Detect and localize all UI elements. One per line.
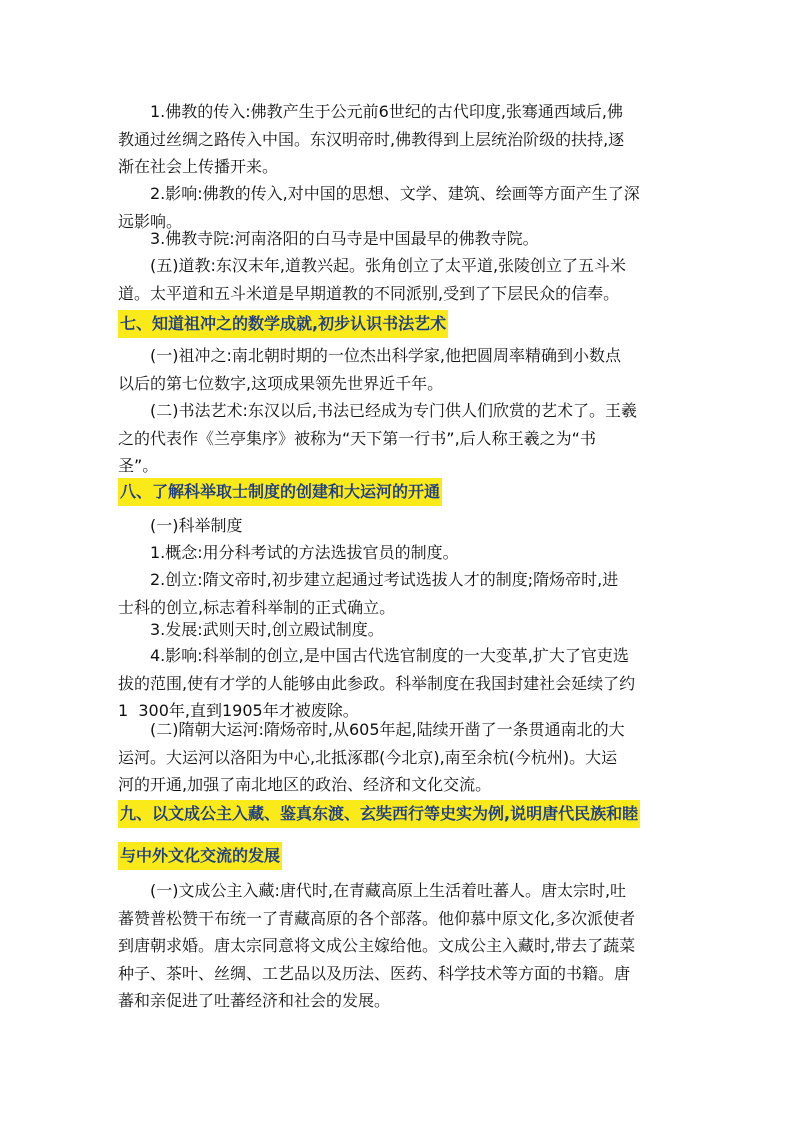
paragraph-grand-canal <box>118 716 663 799</box>
text-line: 1 300年,直到1905年才被废除。 <box>118 701 359 720</box>
text-line: 士科的创立,标志着科举制的正式确立。 <box>118 597 396 617</box>
text-line: 2.影响:佛教的传入,对中国的思想、文学、建筑、绘画等方面产生了深 <box>150 184 640 203</box>
text-line: 拔的范围,使有才学的人能够由此参政。科举制度在我国封建社会延续了约 <box>118 673 636 693</box>
paragraph-exam-development <box>118 616 663 644</box>
text-line: 蕃和亲促进了吐蕃经济和社会的发展。 <box>118 991 391 1010</box>
text-line: (五)道教:东汉末年,道教兴起。张角创立了太平道,张陵创立了五斗米 <box>150 256 627 275</box>
text-line: 蕃赞普松赞干布统一了青藏高原的各个部落。他仰慕中原文化,多次派使者 <box>118 908 636 928</box>
text-line: (一)科举制度 <box>150 516 243 535</box>
text-line: 教通过丝绸之路传入中国。东汉明帝时,佛教得到上层统治阶级的扶持,逐 <box>118 129 625 149</box>
paragraph-buddhism-spread <box>118 98 663 181</box>
text-line: 3.佛教寺院:河南洛阳的白马寺是中国最早的佛教寺院。 <box>150 229 539 248</box>
text-line: (二)隋朝大运河:隋炀帝时,从605年起,陆续开凿了一条贯通南北的大 <box>150 720 625 739</box>
text-line: 4.影响:科举制的创立,是中国古代选官制度的一大变革,扩大了官吏选 <box>150 646 629 665</box>
text-line: (一)文成公主入藏:唐代时,在青藏高原上生活着吐蕃人。唐太宗时,吐 <box>150 881 627 900</box>
text-line: 之的代表作《兰亭集序》被称为“天下第一行书”,后人称王羲之为“书 <box>118 428 596 448</box>
text-line: 圣”。 <box>118 456 159 475</box>
paragraph-exam-concept <box>118 539 663 567</box>
section-heading-9: 九、以文成公主入藏、鉴真东渡、玄奘西行等史实为例,说明唐代民族和睦 <box>118 800 640 828</box>
text-line: (一)祖冲之:南北朝时期的一位杰出科学家,他把圆周率精确到小数点 <box>150 346 621 365</box>
text-line: 2.创立:隋文帝时,初步建立起通过考试选拔人才的制度;隋炀帝时,进 <box>150 570 619 589</box>
paragraph-exam-founding <box>118 566 663 621</box>
text-line: 以后的第七位数字,这项成果领先世界近千年。 <box>118 373 444 393</box>
text-line: 种子、茶叶、丝绸、工艺品以及历法、医药、科学技术等方面的书籍。唐 <box>118 963 631 983</box>
text-line: 3.发展:武则天时,创立殿试制度。 <box>150 620 384 639</box>
paragraph-taoism <box>118 252 663 307</box>
section-heading-9-continued: 与中外文化交流的发展 <box>118 842 282 870</box>
text-line: (二)书法艺术:东汉以后,书法已经成为专门供人们欣赏的艺术了。王羲 <box>150 401 637 420</box>
section-heading-7: 七、知道祖冲之的数学成就,初步认识书法艺术 <box>118 310 448 338</box>
text-line: 远影响。 <box>118 211 183 231</box>
text-line: 渐在社会上传播开来。 <box>118 157 279 176</box>
text-line: 道。太平道和五斗米道是早期道教的不同派别,受到了下层民众的信奉。 <box>118 283 620 303</box>
paragraph-zu-chongzhi <box>118 342 663 397</box>
paragraph-imperial-exam-title <box>118 512 663 540</box>
text-line: 1.概念:用分科考试的方法选拔官员的制度。 <box>150 543 459 562</box>
section-heading-8: 八、了解科举取士制度的创建和大运河的开通 <box>118 478 442 506</box>
text-line: 运河。大运河以洛阳为中心,北抵涿郡(今北京),南至余杭(今杭州)。大运 <box>118 747 618 767</box>
paragraph-buddhist-temple <box>118 225 663 253</box>
paragraph-exam-influence <box>118 642 663 725</box>
paragraph-princess-wencheng <box>118 877 663 1015</box>
text-line: 到唐朝求婚。唐太宗同意将文成公主嫁给他。文成公主入藏时,带去了蔬菜 <box>118 936 636 955</box>
text-line: 河的开通,加强了南北地区的政治、经济和文化交流。 <box>118 775 492 794</box>
paragraph-calligraphy <box>118 397 663 480</box>
text-line: 1.佛教的传入:佛教产生于公元前6世纪的古代印度,张骞通西域后,佛 <box>150 102 624 121</box>
